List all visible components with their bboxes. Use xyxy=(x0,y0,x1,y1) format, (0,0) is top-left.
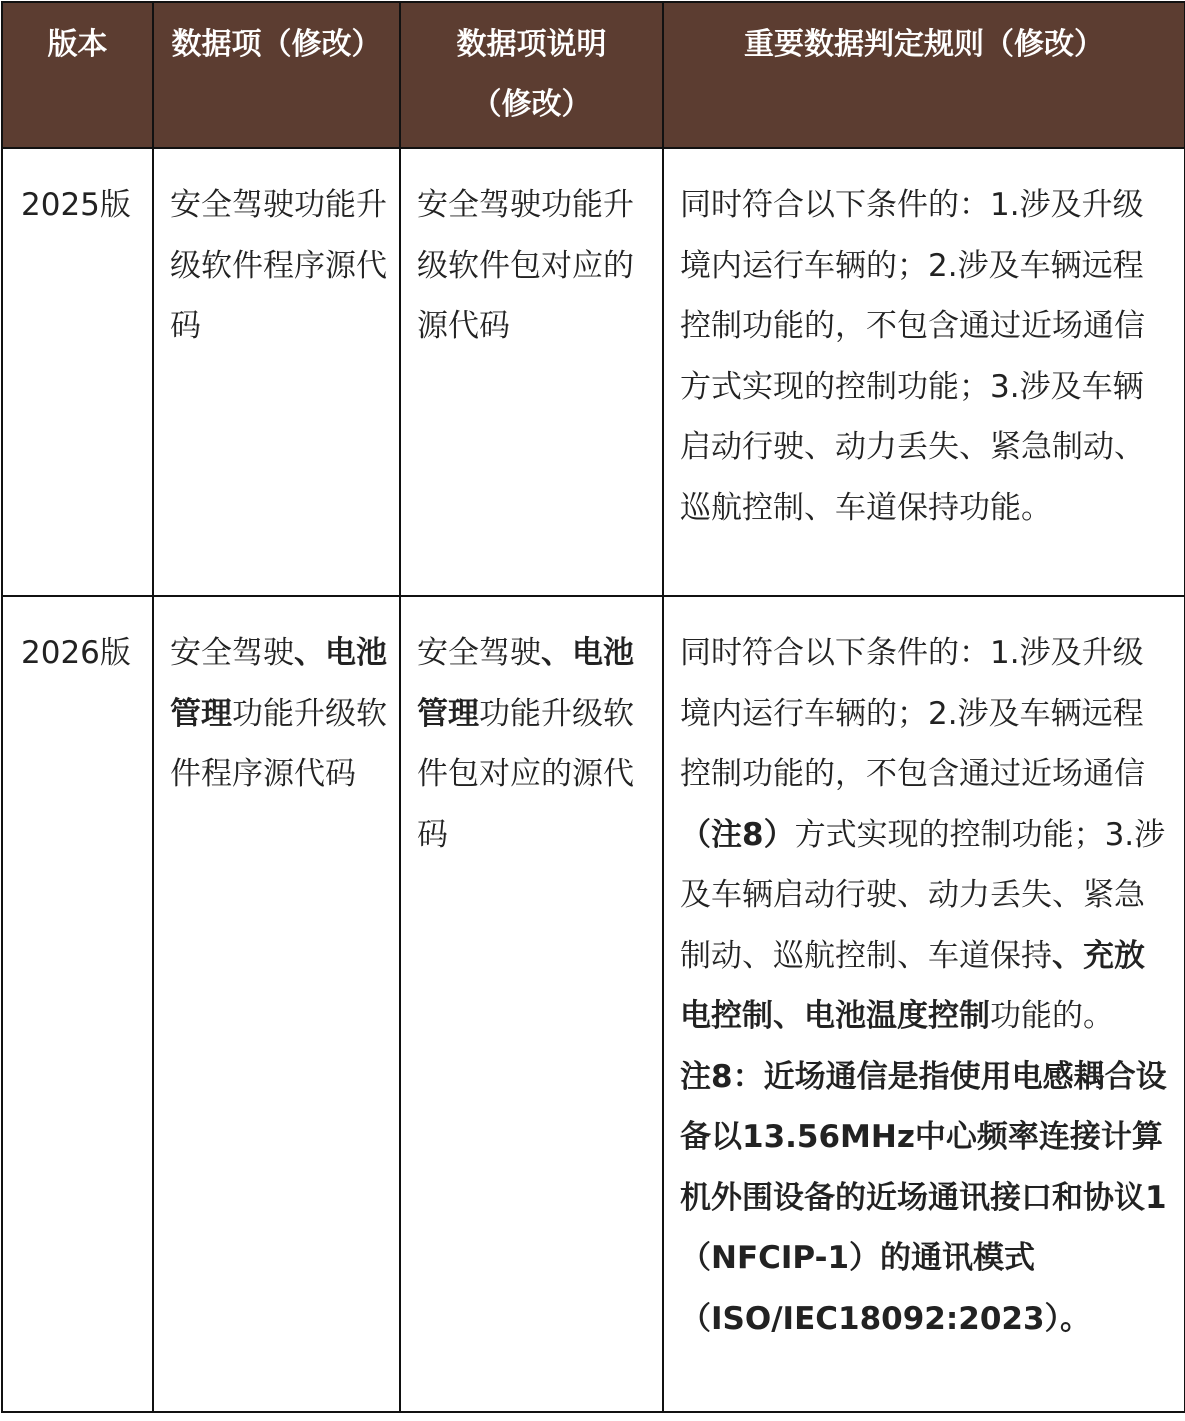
rule-text: 功能的。 xyxy=(990,998,1114,1034)
header-desc-line1: 数据项说明 xyxy=(456,27,607,62)
version-cell: 2026版 xyxy=(2,596,153,1412)
header-desc-line2: （修改） xyxy=(471,87,592,122)
description-cell: 安全驾驶功能升级软件包对应的源代码 xyxy=(400,148,663,596)
item-text: 功能升级软件程序源代码 xyxy=(170,695,387,792)
footnote-8: 注8：近场通信是指使用电感耦合设备以13.56MHz中心频率连接计算机外围设备的近场通讯接口和协议1（NFCIP-1）的通讯模式（ISO/IEC18092:2023）。 xyxy=(680,1058,1167,1337)
desc-text: 功能升级软件包对应的源代码 xyxy=(417,695,634,853)
header-version: 版本 xyxy=(2,2,153,148)
table-header-row xyxy=(2,2,1185,148)
header-data-item: 数据项（修改） xyxy=(153,2,400,148)
rule-cell: 同时符合以下条件的：1.涉及升级境内运行车辆的；2.涉及车辆远程控制功能的，不包含通过近场通信方式实现的控制功能；3.涉及车辆启动行驶、动力丢失、紧急制动、巡航控制、车道保持功能。 xyxy=(663,148,1185,596)
note-reference: （注8） xyxy=(680,816,795,853)
rule-text: 同时符合以下条件的：1.涉及升级境内运行车辆的；2.涉及车辆远程控制功能的，不包含通过近场通信 xyxy=(680,635,1145,792)
data-rules-table xyxy=(1,1,1185,1413)
description-cell xyxy=(400,596,663,1412)
data-item-cell: 安全驾驶功能升级软件程序源代码 xyxy=(153,148,400,596)
rule-cell xyxy=(663,596,1185,1412)
desc-text: 安全驾驶 xyxy=(417,635,541,671)
item-bold-text: 、电池管理 xyxy=(170,635,387,732)
rule-bold-text: 、充放电控制、电池温度控制 xyxy=(680,937,1145,1034)
table-row xyxy=(2,596,1185,1412)
table-row xyxy=(2,148,1185,596)
rule-text: 方式实现的控制功能；3.涉及车辆启动行驶、动力丢失、紧急制动、巡航控制、车道保持 xyxy=(680,816,1166,974)
header-data-item-description xyxy=(400,2,663,148)
desc-bold-text: 、电池管理 xyxy=(417,635,634,732)
item-text: 安全驾驶 xyxy=(170,635,294,671)
header-judgment-rule: 重要数据判定规则（修改） xyxy=(663,2,1185,148)
version-cell: 2025版 xyxy=(2,148,153,596)
data-item-cell xyxy=(153,596,400,1412)
